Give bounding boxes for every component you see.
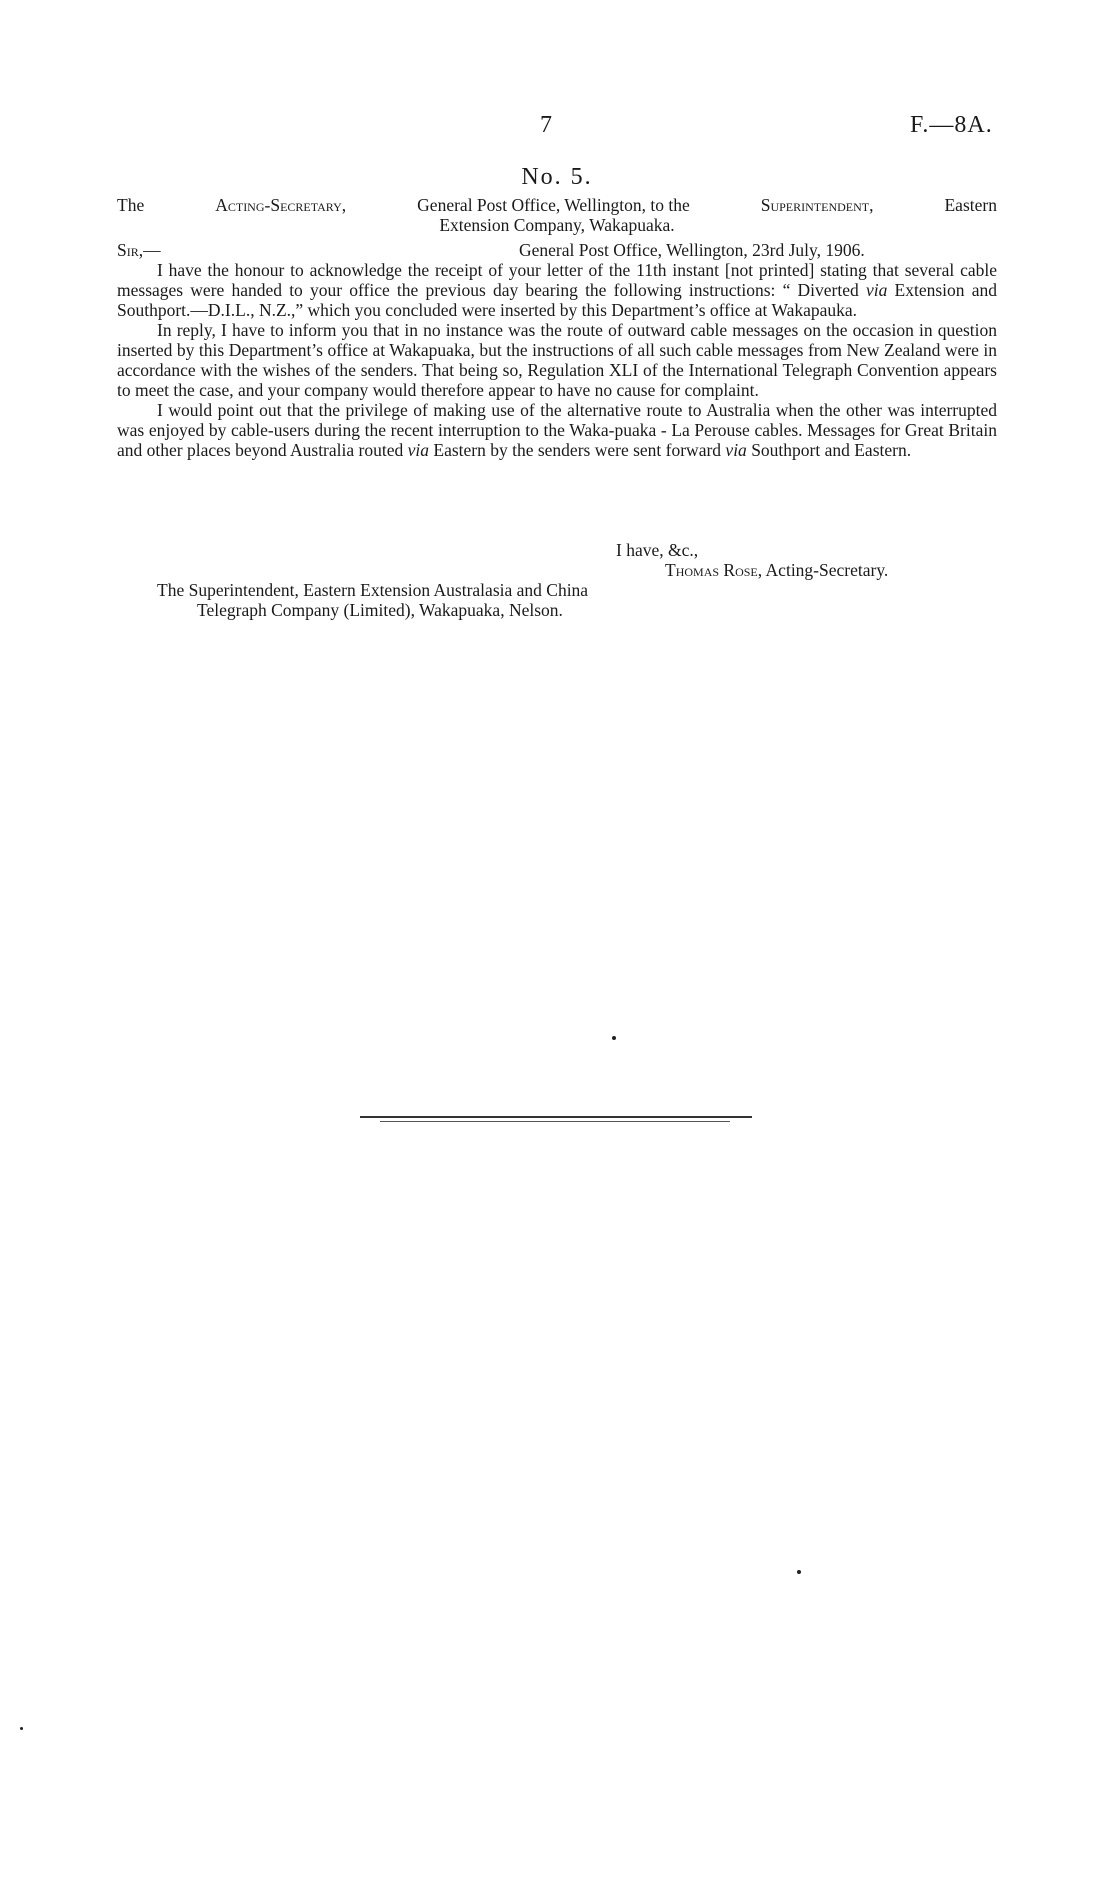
title-word-the: The — [117, 195, 145, 215]
signature — [665, 560, 888, 580]
date-line: General Post Office, Wellington, 23rd July, 1906. — [519, 240, 865, 260]
salutation: Sir,— — [117, 240, 161, 260]
document-number: No. 5. — [521, 164, 593, 190]
salutation-row — [117, 240, 957, 260]
title-superintendent: Superintendent, — [760, 195, 874, 215]
page-reference: F.—8A. — [910, 112, 993, 138]
section-divider-thin — [380, 1121, 730, 1122]
addressee-line-1: The Superintendent, Eastern Extension Australasia and China — [157, 580, 589, 600]
scan-speck — [797, 1570, 801, 1574]
title-acting-secretary: Acting-Secretary, — [215, 195, 347, 215]
signature-title: Acting-Secretary. — [765, 560, 889, 580]
addressee-line-2: Telegraph Company (Limited), Wakapuaka, Nelson. — [197, 600, 563, 620]
page-number: 7 — [540, 112, 552, 138]
paragraph-1: I have the honour to acknowledge the receipt of your letter of the 11th instant [not printed] stating that several cable messages were handed to your office the previous day bearing the following instructions: “ Diverted via Extension and Southport.—D.I.L., N.Z.,” which you concluded were inserted by this Department’s office at Wakapauka. — [117, 260, 997, 320]
closing: I have, &c., — [616, 540, 699, 560]
signature-name: Thomas Rose, — [665, 560, 763, 580]
paragraph-3: I would point out that the privilege of making use of the alternative route to Australia when the other was interrupted was enjoyed by cable-users during the recent interruption to the Waka-puaka - La Perouse cables. Messages for Great Britain and other places beyond Australia routed via Eastern by the senders were sent forward via Southport and Eastern. — [117, 400, 997, 460]
document-title-line-2: Extension Company, Wakapuaka. — [439, 215, 675, 235]
scan-speck — [20, 1727, 23, 1730]
title-eastern: Eastern — [944, 195, 997, 215]
scan-speck — [612, 1036, 616, 1040]
paragraph-2: In reply, I have to inform you that in no instance was the route of outward cable messages on the occasion in question inserted by this Department’s office at Wakapuaka, but the instructions of all such cable messages from New Zealand were in accordance with the wishes of the senders. That being so, Regulation XLI of the International Telegraph Convention appears to meet the case, and your company would therefore appear to have no cause for complaint. — [117, 320, 997, 400]
title-middle: General Post Office, Wellington, to the — [417, 195, 690, 215]
section-divider — [360, 1116, 752, 1118]
letter-body — [117, 260, 997, 460]
document-title-line-1 — [117, 195, 997, 215]
